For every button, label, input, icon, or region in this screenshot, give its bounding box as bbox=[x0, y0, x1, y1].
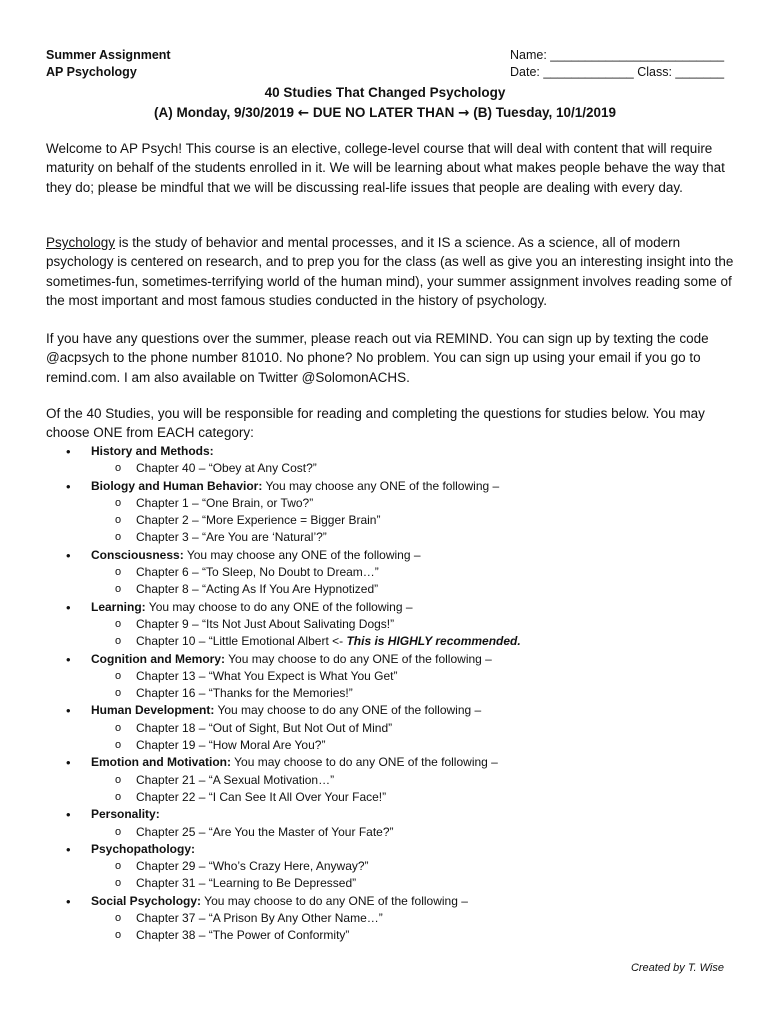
arrow-right-icon: → bbox=[458, 105, 470, 121]
instructions-paragraph: Of the 40 Studies, you will be responsible for reading and completing the questions for studies below. You may choose ONE from EACH category: bbox=[46, 406, 705, 441]
title-line-1: 40 Studies That Changed Psychology bbox=[264, 85, 506, 100]
chapter-title: Chapter 6 – “To Sleep, No Doubt to Dream…” bbox=[136, 565, 379, 580]
chapter-title: Chapter 16 – “Thanks for the Memories!” bbox=[136, 686, 353, 701]
chapter-item bbox=[46, 910, 736, 927]
category-note: You may choose any ONE of the following – bbox=[183, 547, 421, 562]
contact-paragraph: If you have any questions over the summer, please reach out via REMIND. You can sign up by texting the code @acpsych to the phone number 81010. No phone? No problem. You can sign up using your email if you go to remind.com. I am also available on Twitter @SolomonACHS. bbox=[46, 331, 709, 385]
chapter-item bbox=[46, 495, 736, 512]
category-name: Personality: bbox=[91, 807, 160, 822]
category-name: Human Development: bbox=[91, 703, 215, 718]
due-date-b: (B) Tuesday, 10/1/2019 bbox=[473, 105, 617, 120]
chapter-item bbox=[46, 720, 736, 737]
chapter-title: Chapter 18 – “Out of Sight, But Not Out of Mind” bbox=[136, 720, 393, 735]
category-note: You may choose to do any ONE of the following – bbox=[214, 703, 482, 718]
category-item bbox=[46, 893, 736, 910]
chapter-item bbox=[46, 633, 736, 650]
category-item bbox=[46, 651, 736, 668]
category-item bbox=[46, 478, 736, 495]
category-name: Learning: bbox=[91, 599, 146, 614]
chapter-item bbox=[46, 858, 736, 875]
chapter-item bbox=[46, 737, 736, 754]
category-item bbox=[46, 754, 736, 771]
category-item bbox=[46, 702, 736, 719]
chapter-item bbox=[46, 789, 736, 806]
definition-text: is the study of behavior and mental processes, and it IS a science. As a science, all of modern psychology is centered on research, and to prep you for the class (as well as give you an interesting insight into the sometimes-fun, sometimes-terrifying world of the human mind), your summer assignment involves reading some of the most important and most famous studies conducted in the history of psychology. bbox=[46, 235, 734, 309]
chapter-title: Chapter 38 – “The Power of Conformity” bbox=[136, 928, 350, 943]
category-item bbox=[46, 547, 736, 564]
chapter-title: Chapter 19 – “How Moral Are You?” bbox=[136, 738, 326, 753]
chapter-item bbox=[46, 824, 736, 841]
chapter-item bbox=[46, 668, 736, 685]
category-name: Psychopathology: bbox=[91, 841, 196, 856]
psychology-term: Psychology bbox=[46, 235, 116, 250]
category-note: You may choose to do any ONE of the following – bbox=[201, 893, 468, 908]
chapter-item bbox=[46, 875, 736, 892]
chapter-title: Chapter 40 – “Obey at Any Cost?” bbox=[136, 461, 317, 476]
due-date-a: (A) Monday, 9/30/2019 bbox=[153, 105, 295, 120]
assignment-label: Summer Assignment bbox=[46, 48, 171, 62]
category-name: Cognition and Memory: bbox=[91, 651, 225, 666]
chapter-title: Chapter 31 – “Learning to Be Depressed” bbox=[136, 876, 357, 891]
course-label: AP Psychology bbox=[46, 65, 137, 79]
header-right bbox=[510, 47, 724, 81]
category-list bbox=[46, 443, 736, 945]
chapter-item bbox=[46, 927, 736, 944]
chapter-item bbox=[46, 616, 736, 633]
chapter-title: Chapter 1 – “One Brain, or Two?” bbox=[136, 495, 314, 510]
chapter-title: Chapter 9 – “Its Not Just About Salivating Dogs!” bbox=[136, 616, 395, 631]
date-class-field-line: Date: _____________ Class: _______ bbox=[510, 65, 725, 79]
chapter-item bbox=[46, 529, 736, 546]
chapter-title: Chapter 22 – “I Can See It All Over Your Face!” bbox=[136, 789, 387, 804]
category-name: Consciousness: bbox=[91, 547, 184, 562]
title-line-2 bbox=[0, 103, 770, 123]
chapter-title: Chapter 8 – “Acting As If You Are Hypnotized” bbox=[136, 582, 379, 597]
welcome-paragraph: Welcome to AP Psych! This course is an elective, college-level course that will deal with content that will require maturity on behalf of the students enrolled in it. We will be learning about what makes people behave the way that they do; please be mindful that we will be discussing real-life issues that people are dealing with every day. bbox=[46, 141, 725, 195]
psychology-definition-paragraph bbox=[46, 233, 736, 311]
chapter-item bbox=[46, 581, 736, 598]
header-left bbox=[46, 47, 171, 81]
category-name: History and Methods: bbox=[91, 444, 214, 458]
chapter-item bbox=[46, 460, 736, 477]
due-phrase: DUE NO LATER THAN bbox=[312, 105, 455, 120]
chapter-title: Chapter 2 – “More Experience = Bigger Brain” bbox=[136, 513, 381, 528]
chapter-item bbox=[46, 564, 736, 581]
category-name: Social Psychology: bbox=[91, 893, 202, 908]
chapter-title: Chapter 13 – “What You Expect is What You Get” bbox=[136, 668, 398, 683]
document-title bbox=[0, 83, 770, 123]
category-note: You may choose to do any ONE of the following – bbox=[225, 651, 492, 666]
category-note: You may choose to do any ONE of the following – bbox=[231, 755, 498, 770]
chapter-title: Chapter 21 – “A Sexual Motivation…” bbox=[136, 772, 335, 787]
chapter-title: Chapter 10 – “Little Emotional Albert <- bbox=[136, 634, 347, 649]
category-note: You may choose any ONE of the following – bbox=[262, 478, 500, 493]
category-name: Emotion and Motivation: bbox=[91, 755, 231, 770]
name-field-line: Name: _________________________ bbox=[510, 48, 725, 62]
recommendation-note: This is HIGHLY recommended. bbox=[346, 634, 521, 649]
arrow-left-icon: ← bbox=[297, 105, 310, 121]
chapter-title: Chapter 3 – “Are You are ‘Natural’?” bbox=[136, 530, 327, 545]
category-note: You may choose to do any ONE of the following – bbox=[145, 599, 413, 614]
category-item bbox=[46, 806, 736, 823]
chapter-item bbox=[46, 772, 736, 789]
chapter-title: Chapter 37 – “A Prison By Any Other Name…” bbox=[136, 911, 383, 926]
category-item bbox=[46, 443, 736, 460]
chapter-item bbox=[46, 512, 736, 529]
category-item bbox=[46, 599, 736, 616]
category-name: Biology and Human Behavior: bbox=[91, 478, 263, 493]
chapter-title: Chapter 25 – “Are You the Master of Your Fate?” bbox=[136, 824, 394, 839]
category-item bbox=[46, 841, 736, 858]
chapter-title: Chapter 29 – “Who’s Crazy Here, Anyway?” bbox=[136, 859, 369, 874]
chapter-item bbox=[46, 685, 736, 702]
author-credit: Created by T. Wise bbox=[630, 962, 724, 974]
